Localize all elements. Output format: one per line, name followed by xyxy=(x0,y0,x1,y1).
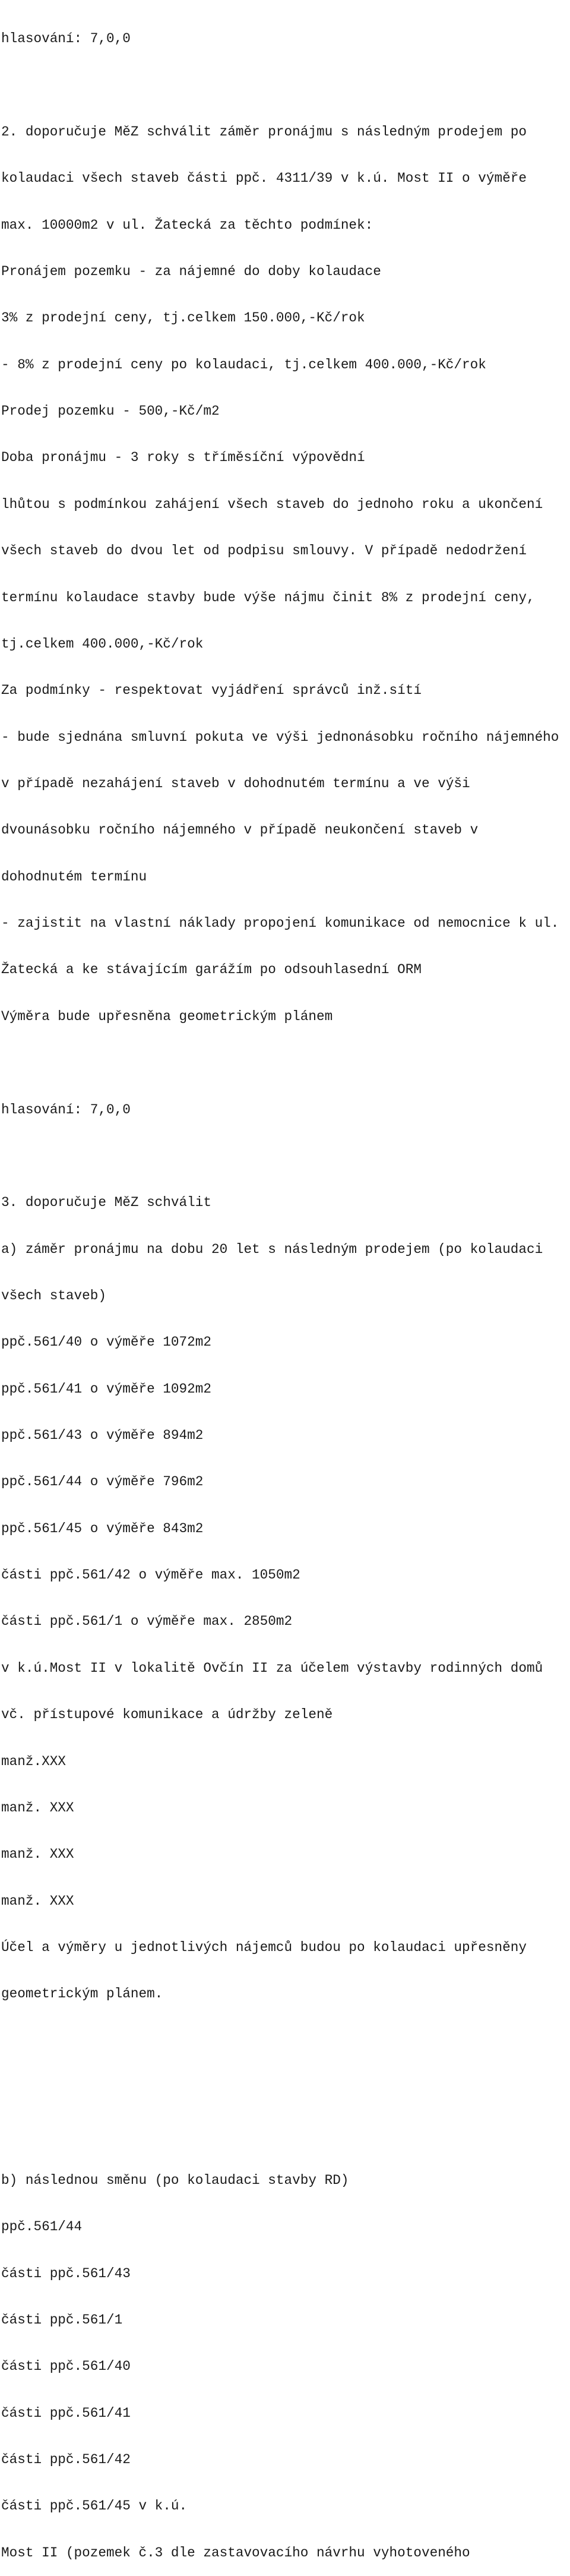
text-line: Výměra bude upřesněna geometrickým plánem xyxy=(1,1008,333,1024)
text-line: v případě nezahájení staveb v dohodnutém termínu a ve výši xyxy=(1,776,470,791)
text-line: a) záměr pronájmu na dobu 20 let s následným prodejem (po kolaudaci xyxy=(1,1241,543,1257)
text-line: hlasování: 7,0,0 xyxy=(1,31,131,47)
text-line: části ppč.561/1 o výměře max. 2850m2 xyxy=(1,1614,293,1630)
text-line: termínu kolaudace stavby bude výše nájmu činit 8% z prodejní ceny, xyxy=(1,589,535,605)
text-line: b) následnou směnu (po kolaudaci stavby RD) xyxy=(1,2172,349,2188)
text-line: ppč.561/44 o výměře 796m2 xyxy=(1,1474,204,1490)
text-line: v k.ú.Most II v lokalitě Ovčín II za účelem výstavby rodinných domů xyxy=(1,1660,543,1676)
text-line: ppč.561/44 xyxy=(1,2219,83,2235)
text-line: manž. XXX xyxy=(1,1800,74,1816)
text-line: manž. XXX xyxy=(1,1893,74,1909)
text-line: 3% z prodejní ceny, tj.celkem 150.000,-Kč/rok xyxy=(1,310,365,326)
text-line xyxy=(1,1148,570,1164)
text-line: Žatecká a ke stávajícím garážím po odsouhlasední ORM xyxy=(1,962,422,978)
text-line: Účel a výměry u jednotlivých nájemců budou po kolaudaci upřesněny xyxy=(1,1939,527,1955)
text-line xyxy=(1,1055,570,1071)
text-line: části ppč.561/41 xyxy=(1,2405,131,2421)
text-line: - bude sjednána smluvní pokuta ve výši jednonásobku ročního nájemného xyxy=(1,729,559,745)
text-line: manž.XXX xyxy=(1,1753,66,1769)
text-line: Za podmínky - respektovat vyjádření správců inž.sítí xyxy=(1,683,422,699)
text-line: části ppč.561/42 xyxy=(1,2451,131,2467)
text-line: 2. doporučuje MěZ schválit záměr pronájmu s následným prodejem po xyxy=(1,124,527,140)
text-line: tj.celkem 400.000,-Kč/rok xyxy=(1,636,204,652)
text-line: všech staveb do dvou let od podpisu smlouvy. V případě nedodržení xyxy=(1,543,527,559)
text-line xyxy=(1,2079,570,2095)
text-line xyxy=(1,2033,570,2048)
text-line: ppč.561/43 o výměře 894m2 xyxy=(1,1428,204,1444)
text-line: - 8% z prodejní ceny po kolaudaci, tj.celkem 400.000,-Kč/rok xyxy=(1,356,486,372)
text-line: kolaudaci všech staveb části ppč. 4311/39 v k.ú. Most II o výměře xyxy=(1,171,527,187)
text-line: Prodej pozemku - 500,-Kč/m2 xyxy=(1,403,220,419)
text-line xyxy=(1,78,570,93)
text-line: části ppč.561/45 v k.ú. xyxy=(1,2498,188,2514)
text-line: části ppč.561/43 xyxy=(1,2265,131,2281)
text-line: ppč.561/40 o výměře 1072m2 xyxy=(1,1334,211,1350)
text-line: max. 10000m2 v ul. Žatecká za těchto podmínek: xyxy=(1,217,373,233)
text-line: manž. XXX xyxy=(1,1846,74,1862)
document-body xyxy=(1,0,570,2576)
text-line: vč. přístupové komunikace a údržby zeleně xyxy=(1,1707,333,1723)
text-line: ppč.561/41 o výměře 1092m2 xyxy=(1,1381,211,1397)
text-line xyxy=(1,2126,570,2141)
text-line: ppč.561/45 o výměře 843m2 xyxy=(1,1520,204,1536)
text-line: části ppč.561/40 xyxy=(1,2359,131,2375)
text-line: dvounásobku ročního nájemného v případě neukončení staveb v xyxy=(1,822,479,838)
text-line: dohodnutém termínu xyxy=(1,869,147,885)
text-line: 3. doporučuje MěZ schválit xyxy=(1,1195,211,1211)
text-line: Doba pronájmu - 3 roky s tříměsíční výpovědní xyxy=(1,450,365,466)
text-line: Pronájem pozemku - za nájemné do doby kolaudace xyxy=(1,264,381,280)
text-line: - zajistit na vlastní náklady propojení komunikace od nemocnice k ul. xyxy=(1,916,559,932)
text-line: části ppč.561/1 xyxy=(1,2312,123,2328)
text-line: geometrickým plánem. xyxy=(1,1986,163,2002)
text-line: lhůtou s podmínkou zahájení všech staveb do jednoho roku a ukončení xyxy=(1,496,543,512)
text-line: Most II (pozemek č.3 dle zastavovacího návrhu vyhotoveného xyxy=(1,2545,470,2561)
text-line: hlasování: 7,0,0 xyxy=(1,1101,131,1117)
text-line: části ppč.561/42 o výměře max. 1050m2 xyxy=(1,1567,300,1583)
text-line: všech staveb) xyxy=(1,1287,106,1303)
